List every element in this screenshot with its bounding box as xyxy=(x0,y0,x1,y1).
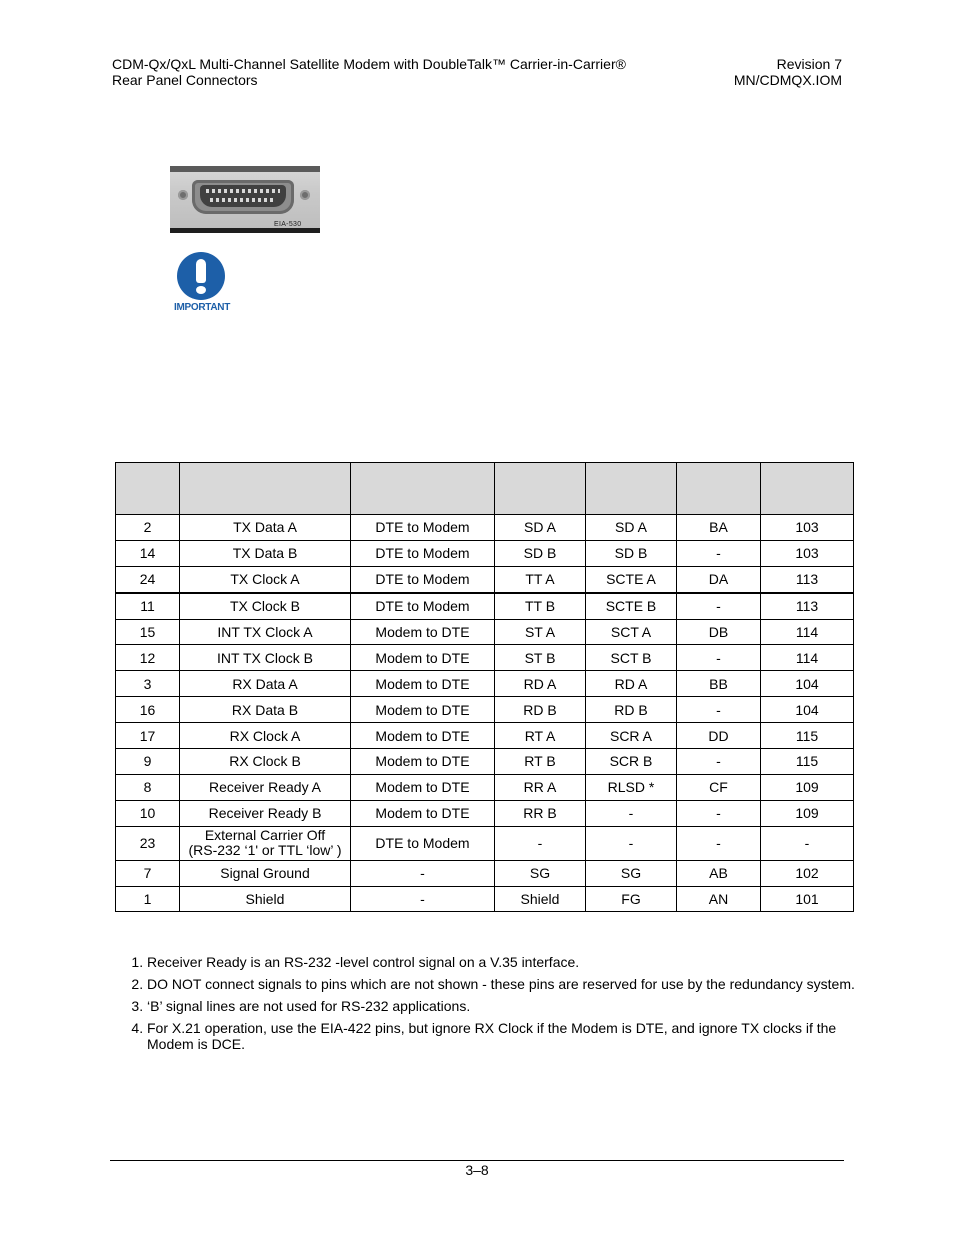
table-cell: RX Clock A xyxy=(180,723,351,749)
note-item: 4. For X.21 operation, use the EIA-422 pins, but ignore RX Clock if the Modem is DTE, and ignore TX clocks if the Modem is DCE. xyxy=(147,1020,883,1052)
note-item: 3. ‘B’ signal lines are not used for RS-232 applications. xyxy=(147,998,883,1014)
table-cell: SD B xyxy=(586,540,677,566)
table-cell: 102 xyxy=(761,860,854,886)
table-cell: 109 xyxy=(761,774,854,800)
table-cell: 15 xyxy=(116,619,180,645)
table-cell: 103 xyxy=(761,540,854,566)
cell-line: External Carrier Off xyxy=(204,827,326,844)
table-cell: DA xyxy=(677,566,761,592)
table-cell: 16 xyxy=(116,697,180,723)
table-header-cell xyxy=(116,463,180,515)
table-cell: AN xyxy=(677,886,761,912)
table-cell: 12 xyxy=(116,645,180,671)
table-cell: Shield xyxy=(180,886,351,912)
table-cell: 10 xyxy=(116,800,180,826)
table-cell: - xyxy=(677,800,761,826)
table-cell: SCR B xyxy=(586,749,677,775)
table-cell: - xyxy=(351,860,495,886)
table-cell: Receiver Ready B xyxy=(180,800,351,826)
table-cell: - xyxy=(677,593,761,619)
table-cell: 3 xyxy=(116,671,180,697)
table-cell: RT A xyxy=(495,723,586,749)
table-cell: ST B xyxy=(495,645,586,671)
table-header-cell xyxy=(761,463,854,515)
table-cell: DTE to Modem xyxy=(351,540,495,566)
important-icon xyxy=(166,252,238,316)
table-cell: 14 xyxy=(116,540,180,566)
table-cell: DD xyxy=(677,723,761,749)
table-cell: TT A xyxy=(495,566,586,592)
table-cell: 104 xyxy=(761,671,854,697)
table-cell: DTE to Modem xyxy=(351,593,495,619)
table-cell: RLSD * xyxy=(586,774,677,800)
table-cell: FG xyxy=(586,886,677,912)
table-header-cell xyxy=(495,463,586,515)
table-cell: TX Data B xyxy=(180,540,351,566)
table-cell: DTE to Modem xyxy=(351,515,495,541)
note-item: 2. DO NOT connect signals to pins which are not shown - these pins are reserved for use by the redundancy system. xyxy=(147,976,883,992)
note-item: 1. Receiver Ready is an RS-232 -level control signal on a V.35 interface. xyxy=(147,954,883,970)
table-header-cell xyxy=(351,463,495,515)
table-cell: 104 xyxy=(761,697,854,723)
table-cell: BB xyxy=(677,671,761,697)
table-cell: RR B xyxy=(495,800,586,826)
table-cell: - xyxy=(586,800,677,826)
table-row xyxy=(116,619,854,645)
table-cell: 114 xyxy=(761,645,854,671)
table-cell: INT TX Clock B xyxy=(180,645,351,671)
table-cell: CF xyxy=(677,774,761,800)
table-cell: Modem to DTE xyxy=(351,697,495,723)
table-cell: RD A xyxy=(586,671,677,697)
table-cell: 11 xyxy=(116,593,180,619)
table-cell: - xyxy=(677,697,761,723)
table-cell: 9 xyxy=(116,749,180,775)
table-cell: SG xyxy=(586,860,677,886)
table-row xyxy=(116,540,854,566)
table-cell: Modem to DTE xyxy=(351,723,495,749)
table-cell: AB xyxy=(677,860,761,886)
table-cell: Modem to DTE xyxy=(351,774,495,800)
table-cell: RD B xyxy=(495,697,586,723)
table-cell: TX Clock B xyxy=(180,593,351,619)
table-cell: 17 xyxy=(116,723,180,749)
notes-list xyxy=(112,954,883,1058)
footer-divider xyxy=(110,1160,844,1161)
table-cell: SD B xyxy=(495,540,586,566)
table-cell: ST A xyxy=(495,619,586,645)
table-cell xyxy=(180,826,351,860)
table-cell: Modem to DTE xyxy=(351,619,495,645)
table-row xyxy=(116,860,854,886)
table-cell: BA xyxy=(677,515,761,541)
table-row xyxy=(116,645,854,671)
table-cell: 109 xyxy=(761,800,854,826)
table-cell: 101 xyxy=(761,886,854,912)
table-row xyxy=(116,800,854,826)
table-cell: - xyxy=(677,645,761,671)
document-number: MN/CDMQX.IOM xyxy=(733,72,842,88)
table-cell: SCT A xyxy=(586,619,677,645)
table-header-cell xyxy=(586,463,677,515)
table-cell: DTE to Modem xyxy=(351,826,495,860)
table-cell: RR A xyxy=(495,774,586,800)
table-cell: DB xyxy=(677,619,761,645)
table-cell: 7 xyxy=(116,860,180,886)
table-cell: Receiver Ready A xyxy=(180,774,351,800)
pin-assignment-table xyxy=(115,462,854,912)
table-cell: 103 xyxy=(761,515,854,541)
table-cell: RT B xyxy=(495,749,586,775)
table-cell: SCT B xyxy=(586,645,677,671)
table-cell: 113 xyxy=(761,566,854,592)
table-row xyxy=(116,671,854,697)
eia530-connector-image xyxy=(170,166,320,233)
table-row xyxy=(116,886,854,912)
table-cell: TT B xyxy=(495,593,586,619)
document-title: CDM-Qx/QxL Multi-Channel Satellite Modem with DoubleTalk™ Carrier-in-Carrier® xyxy=(112,56,626,72)
table-cell: SCTE A xyxy=(586,566,677,592)
header-right xyxy=(600,56,842,88)
table-row xyxy=(116,774,854,800)
table-cell: - xyxy=(677,749,761,775)
table-cell: - xyxy=(351,886,495,912)
table-cell: - xyxy=(586,826,677,860)
table-cell: SCTE B xyxy=(586,593,677,619)
table-cell: 114 xyxy=(761,619,854,645)
table-cell: 24 xyxy=(116,566,180,592)
table-cell: SD A xyxy=(586,515,677,541)
table-header-row xyxy=(116,463,854,515)
table-cell: Modem to DTE xyxy=(351,749,495,775)
table-cell: TX Data A xyxy=(180,515,351,541)
table-cell: Modem to DTE xyxy=(351,800,495,826)
table-cell: 115 xyxy=(761,723,854,749)
table-cell: - xyxy=(495,826,586,860)
table-cell: - xyxy=(761,826,854,860)
connector-label: EIA-530 xyxy=(274,221,302,228)
table-cell: 115 xyxy=(761,749,854,775)
important-label: IMPORTANT xyxy=(174,302,230,313)
revision-label: Revision 7 xyxy=(776,56,842,72)
table-cell: Modem to DTE xyxy=(351,645,495,671)
table-cell: Signal Ground xyxy=(180,860,351,886)
table-row xyxy=(116,723,854,749)
table-cell: SCR A xyxy=(586,723,677,749)
table-row xyxy=(116,697,854,723)
table-cell: SD A xyxy=(495,515,586,541)
table-cell: SG xyxy=(495,860,586,886)
table-cell: 1 xyxy=(116,886,180,912)
table-row xyxy=(116,749,854,775)
table-cell: INT TX Clock A xyxy=(180,619,351,645)
table-row xyxy=(116,515,854,541)
table-cell: - xyxy=(677,540,761,566)
table-cell: DTE to Modem xyxy=(351,566,495,592)
section-title: Rear Panel Connectors xyxy=(112,72,258,88)
table-cell: Modem to DTE xyxy=(351,671,495,697)
table-cell: - xyxy=(677,826,761,860)
header-left xyxy=(112,56,626,88)
cell-subline: (RS-232 ‘1' or TTL ‘low’ ) xyxy=(188,842,342,859)
table-cell: 8 xyxy=(116,774,180,800)
table-cell: RD A xyxy=(495,671,586,697)
table-cell: Shield xyxy=(495,886,586,912)
screw-icon xyxy=(178,190,188,200)
table-row xyxy=(116,566,854,592)
table-cell: 23 xyxy=(116,826,180,860)
table-header-cell xyxy=(677,463,761,515)
table-cell: 113 xyxy=(761,593,854,619)
table-cell: RX Data B xyxy=(180,697,351,723)
table-cell: RX Clock B xyxy=(180,749,351,775)
screw-icon xyxy=(300,190,310,200)
table-cell: TX Clock A xyxy=(180,566,351,592)
table-cell: RX Data A xyxy=(180,671,351,697)
table-cell: RD B xyxy=(586,697,677,723)
table-row xyxy=(116,593,854,619)
table-cell: 2 xyxy=(116,515,180,541)
table-header-cell xyxy=(180,463,351,515)
table-row xyxy=(116,826,854,860)
page-number: 3–8 xyxy=(465,1162,489,1178)
